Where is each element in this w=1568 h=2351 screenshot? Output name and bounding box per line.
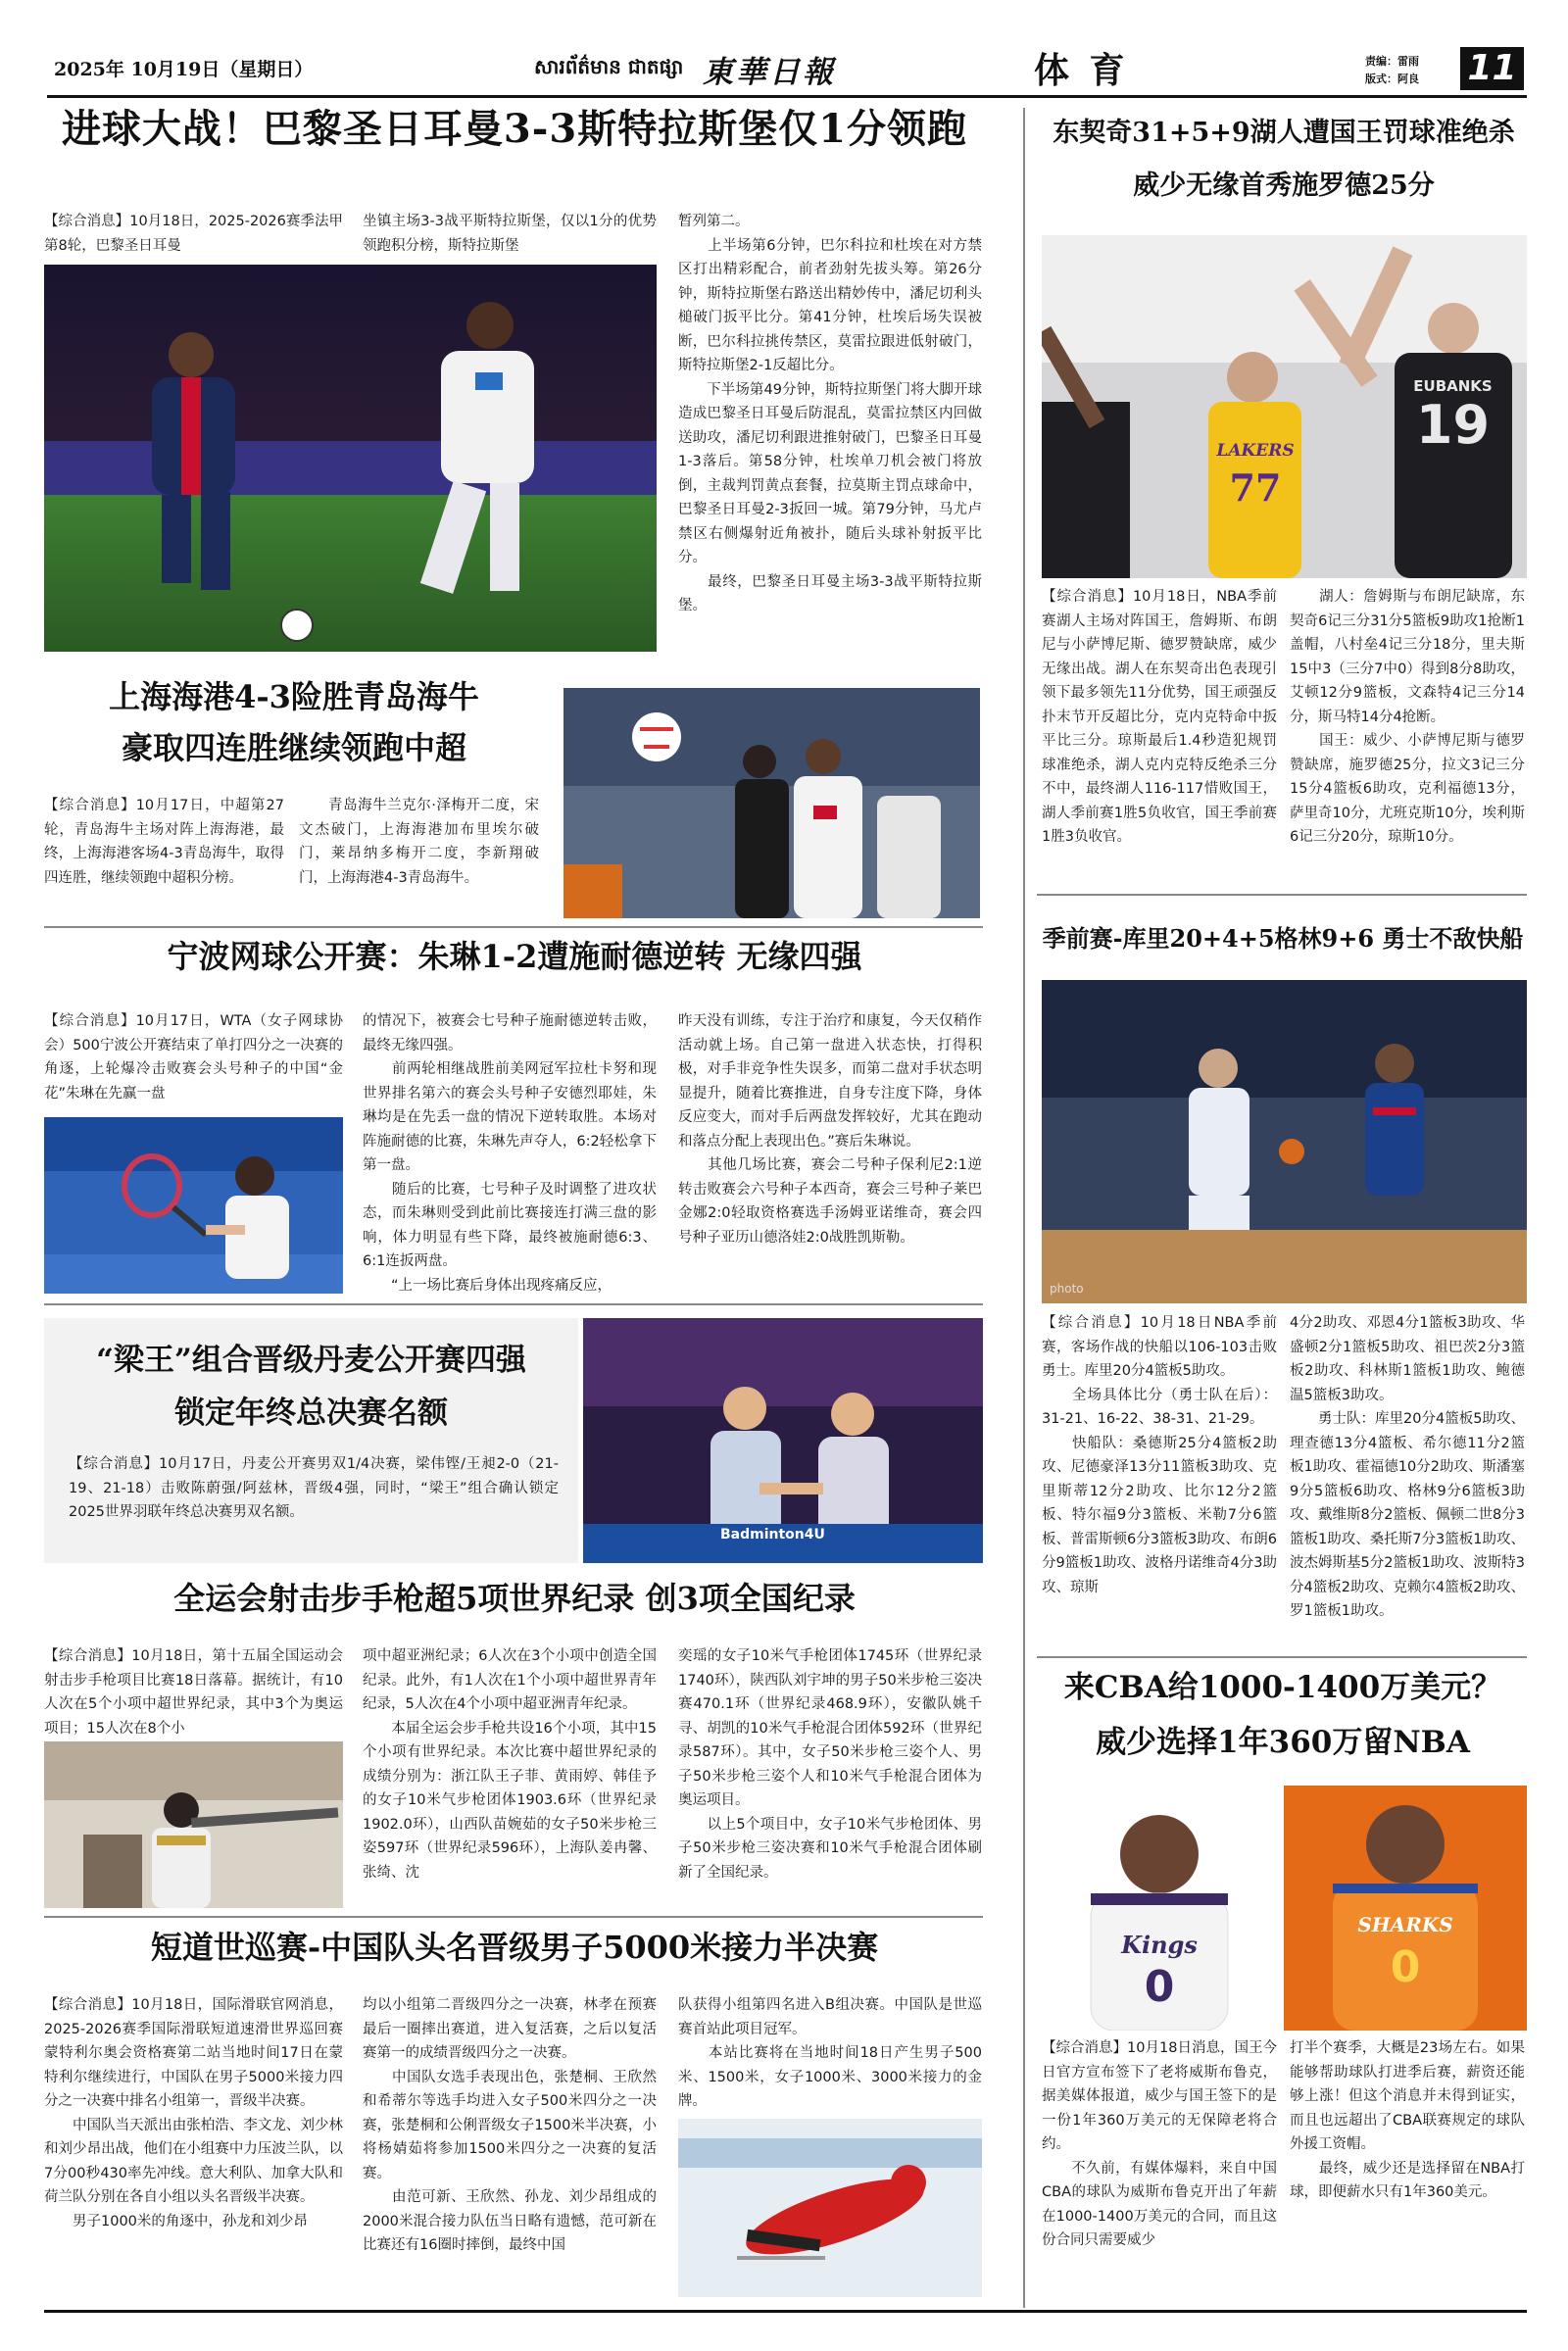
westbrook-right-jersey-team: SHARKS	[1357, 1913, 1453, 1936]
ningbo-photo	[44, 1117, 343, 1294]
warriors-photo	[1042, 980, 1527, 1303]
ningbo-headline: 宁波网球公开赛：朱琳1-2遭施耐德逆转 无缘四强	[167, 938, 862, 975]
divider-1	[44, 926, 983, 928]
shanghai-col2: 青岛海牛兰克尔·泽梅开二度，宋文杰破门，上海海港加布里埃尔破门，莱昂纳多梅开二度，李新翔破门，上海海港4-3青岛海牛。	[299, 798, 539, 886]
westbrook-photo-right	[1284, 1786, 1527, 2031]
lakers-photo	[1042, 235, 1527, 578]
lakers-col1: 【综合消息】10月18日，NBA季前赛湖人主场对阵国王，詹姆斯、布朗尼与小萨博尼斯、德罗赞缺席，威少无缘出战。湖人在东契奇出色表现引领下最多领先11分优势，国王顽强反扑末节开反超比分，克内克特命中扳平比三分。琼斯最后1.4秒造犯规罚球准绝杀，湖人克内克特反绝杀三分不中，最终湖人116-117惜败国王，湖人季前赛1胜5负收官，国王季前赛1胜3负收官。	[1042, 589, 1277, 845]
footer-rule	[44, 2310, 1527, 2313]
masthead	[0, 0, 1568, 98]
shanghai-headline-2: 豪取四连胜继续领跑中超	[121, 729, 466, 766]
westbrook-col2: 打半个赛季，大概是23场左右。如果能够帮助球队打进季后赛，薪资还能够上涨！但这个消息并未得到证实，而且也远超出了CBA联赛规定的球队外援工资帽。 最终，威少还是选择留在NBA打球，即便薪水只有1年360美元。	[1290, 2040, 1525, 2200]
divider-3	[44, 1916, 983, 1918]
shooting-col3: 奕瑶的女子10米气手枪团体1745环（世界纪录1740环），陕西队刘宇坤的男子50米步枪三姿决赛470.1环（世界纪录468.9环），安徽队姚千寻、胡凯的10米气手枪混合团体592环（世界纪录587环）。其中，女子50米步枪三姿个人、男子50米步枪三姿个人和10米气手枪混合团体为奥运项目。 以上5个项目中，女子10米气步枪团体、男子50米步枪三姿决赛和10米气手枪混合团体刷新了全国纪录。	[678, 1648, 982, 1881]
ningbo-col2: 的情况下，被赛会七号种子施耐德逆转击败，最终无缘四强。 前两轮相继战胜前美网冠军拉杜卡努和现世界排名第六的赛会头号种子安德烈耶娃，朱琳均是在先丢一盘的情况下逆转取胜。本场对阵施耐德的比赛，朱琳先声夺人，6:2轻松拿下第一盘。 随后的比赛，七号种子及时调整了进攻状态，而朱琳则受到此前比赛接连打满三盘的影响，体力明显有些下降，最终被施耐德6:3、6:1连扳两盘。 “上一场比赛后身体出现疼痛反应，	[363, 1013, 657, 1294]
lakers-headline-2: 威少无缘首秀施罗德25分	[1133, 171, 1435, 201]
layout-credit: 版式：阿良	[1365, 73, 1419, 85]
kings-player-number: 19	[1415, 394, 1491, 456]
divider-2	[44, 1303, 983, 1305]
psg-col2: 坐镇主场3-3战平斯特拉斯堡，仅以1分的优势领跑积分榜，斯特拉斯堡	[363, 214, 657, 254]
shorttrack-col2: 均以小组第二晋级四分之一决赛，林孝在预赛最后一圈摔出赛道，进入复活赛，之后以复活赛第一的成绩晋级四分之一决赛。 中国队女选手表现出色，张楚桐、王欣然和希蒂尔等选手均进入女子500米四分之一决赛，张楚桐和公俐晋级女子1500米半决赛，小将杨婧茹将参加1500米四分之一决赛的复活赛。 由范可新、王欣然、孙龙、刘少昂组成的2000米混合接力队伍当日略有遗憾，范可新在比赛还有16圈时摔倒，最终中国	[363, 1997, 657, 2253]
divider-r2	[1037, 1656, 1527, 1658]
header-rule	[47, 95, 1527, 98]
shorttrack-headline: 短道世巡赛-中国队头名晋级男子5000米接力半决赛	[150, 1929, 879, 1966]
issue-date: 2025年 10月19日（星期日）	[54, 59, 314, 80]
shanghai-headline-1: 上海海港4-3险胜青岛海牛	[109, 678, 479, 715]
warriors-col1: 【综合消息】10月18日NBA季前赛，客场作战的快船以106-103击败勇士。库里20分4篮板5助攻。 全场具体比分（勇士队在后）：31-21、16-22、38-31、21-29。 快船队：桑德斯25分4篮板2助攻、尼德豪泽13分11篮板3助攻、克里斯蒂12分2助攻、比尔12分2篮板、特尔福9分3篮板、米勒7分6篮板、普雷斯顿6分3篮板3助攻、布朗6分9篮板1助攻、波格丹诺维奇4分3助攻、琼斯	[1042, 1315, 1277, 1595]
ningbo-col3: 昨天没有训练，专注于治疗和康复，今天仅稍作活动就上场。自己第一盘进入状态快，打得积极，对手非竞争性失误多，而第二盘对手状态明显提升，随着比赛推进，自身专注度下降，身体反应变大，而对手后两盘发挥较好，尤其在跑动和落点分配上表现出色。”赛后朱琳说。 其他几场比赛，赛会二号种子保利尼2:1逆转击败赛会六号种子本西奇，赛会三号种子莱巴金娜2:0轻取资格赛选手汤姆亚诺维奇，赛会四号种子亚历山德洛娃2:0战胜凯斯勒。	[678, 1013, 982, 1246]
warriors-photo-watermark: photo	[1050, 1282, 1084, 1296]
lakers-col2: 湖人：詹姆斯与布朗尼缺席，东契奇6记三分31分5篮板9助攻1抢断1盖帽，八村垒4记三分18分，里夫斯15中3（三分7中0）得到8分8助攻，艾顿12分9篮板，文森特4记三分14分，斯马特14分4抢断。 国王：威少、小萨博尼斯与德罗赞缺席，施罗德25分，拉文3记三分15分4篮板6助攻，克利福德13分，萨里奇10分，尤班克斯10分，埃利斯6记三分20分，琼斯10分。	[1290, 589, 1525, 845]
psg-col3: 暂列第二。 上半场第6分钟，巴尔科拉和杜埃在对方禁区打出精彩配合，前者劲射先拔头筹。第26分钟，斯特拉斯堡右路送出精妙传中，潘尼切利头槌破门扳平比分。第41分钟，杜埃后场失误被断，巴尔科拉挑传禁区，莫雷拉跟进低射破门，斯特拉斯堡2-1反超比分。 下半场第49分钟，斯特拉斯堡门将大脚开球造成巴黎圣日耳曼后防混乱，莫雷拉禁区内回做送助攻，潘尼切利跟进推射破门，巴黎圣日耳曼1-3落后。第58分钟，杜埃单刀机会被门将放倒，主裁判罚黄点套餐，拉莫斯主罚点球命中，巴黎圣日耳曼2-3扳回一城。第79分钟，马尤卢禁区右侧爆射近角被扑，随后头球补射扳平比分。 最终，巴黎圣日耳曼主场3-3战平斯特拉斯堡。	[678, 214, 982, 613]
lakers-jersey-team: LAKERS	[1216, 441, 1295, 461]
badminton-photo-banner: Badminton4U	[720, 1527, 825, 1543]
section-name: 体 育	[1034, 50, 1129, 91]
shanghai-col1: 【综合消息】10月17日，中超第27轮，青岛海牛主场对阵上海海港，最终，上海海港客场4-3青岛海牛，取得四连胜，继续领跑中超积分榜。	[44, 798, 284, 886]
warriors-headline: 季前赛-库里20+4+5格林9+6 勇士不敌快船	[1042, 924, 1524, 953]
lakers-headline-1: 东契奇31+5+9湖人遭国王罚球准绝杀	[1053, 118, 1515, 148]
newspaper-logo: 東華日報	[703, 55, 836, 90]
westbrook-left-jersey-number: 0	[1144, 1962, 1175, 2012]
page-number: 11	[1460, 47, 1524, 90]
psg-headline: 进球大战！巴黎圣日耳曼3-3斯特拉斯堡仅1分领跑	[61, 106, 968, 152]
shooting-col2: 项中超亚洲纪录；6人次在3个小项中创造全国纪录。此外，有1人次在1个小项中超世界青年纪录，5人次在4个小项中超亚洲青年纪录。 本届全运会步手枪共设16个小项，其中15个小项有世界纪录。本次比赛中超世界纪录的成绩分别为：浙江队王子菲、黄雨婷、韩佳予的女子10米气步枪团体1903.6环（世界纪录1902.0环），山西队苗婉茹的女子50米步枪三姿597环（世界纪录596环），上海队姜冉馨、张绮、沈	[363, 1648, 657, 1881]
westbrook-right-jersey-number: 0	[1390, 1942, 1421, 1992]
khmer-name: សារព័ត៌មាន ជាតផ្សា	[534, 55, 684, 78]
column-divider	[1023, 108, 1025, 2308]
badminton-headline-1: “梁王”组合晋级丹麦公开赛四强	[96, 1343, 526, 1378]
shooting-col1: 【综合消息】10月18日，第十五届全国运动会射击步手枪项目比赛18日落幕。据统计，有10人次在5个小项中超世界纪录，其中3个为奥运项目；15人次在8个小	[44, 1648, 343, 1737]
badminton-headline-2: 锁定年终总决赛名额	[174, 1396, 448, 1431]
shorttrack-col3: 队获得小组第四名进入B组决赛。中国队是世巡赛首站此项目冠军。 本站比赛将在当地时间18日产生男子500米、1500米，女子1000米、3000米接力的金牌。	[678, 1997, 982, 2109]
lakers-jersey-number: 77	[1229, 465, 1282, 510]
westbrook-headline-1: 来CBA给1000-1400万美元？	[1063, 1670, 1502, 1705]
shorttrack-photo	[678, 2119, 982, 2297]
badminton-body: 【综合消息】10月17日，丹麦公开赛男双1/4决赛，梁伟铿/王昶2-0（21-19、21-18）击败陈蔚强/阿兹林，晋级4强，同时，“梁王”组合确认锁定2025世界羽联年终总决赛男双名额。	[69, 1456, 559, 1520]
psg-col1: 【综合消息】10月18日，2025-2026赛季法甲第8轮，巴黎圣日耳曼	[44, 214, 343, 254]
westbrook-headline-2: 威少选择1年360万留NBA	[1096, 1725, 1470, 1760]
ningbo-col1: 【综合消息】10月17日，WTA（女子网球协会）500宁波公开赛结束了单打四分之一决赛的角逐，上轮爆冷击败赛会头号种子的中国“金花”朱琳在先赢一盘	[44, 1013, 343, 1102]
badminton-photo	[583, 1318, 983, 1563]
warriors-col2: 4分2助攻、邓恩4分1篮板3助攻、华盛顿2分1篮板5助攻、祖巴茨2分3篮板2助攻、科林斯1篮板1助攻、鲍德温5篮板3助攻。 勇士队：库里20分4篮板5助攻、理查德13分4篮板、希尔德11分2篮板1助攻、霍福德10分2助攻、斯潘塞9分5篮板6助攻、格林9分6篮板3助攻、戴维斯8分2篮板、佩顿二世8分3篮板1助攻、桑托斯7分3篮板1助攻、波杰姆斯基5分2篮板1助攻、波斯特3分4篮板2助攻、克赖尔4篮板2助攻、罗1篮板1助攻。	[1290, 1315, 1525, 1619]
divider-r1	[1037, 894, 1527, 896]
psg-photo	[44, 265, 657, 652]
editor-credit: 责编：雷雨	[1365, 55, 1419, 68]
shanghai-photo	[564, 688, 980, 918]
shooting-headline: 全运会射击步手枪超5项世界纪录 创3项全国纪录	[173, 1580, 856, 1617]
kings-player-name: EUBANKS	[1413, 377, 1493, 395]
westbrook-left-jersey-team: Kings	[1121, 1931, 1198, 1959]
westbrook-col1: 【综合消息】10月18日消息，国王今日官方宣布签下了老将威斯布鲁克，据美媒体报道，威少与国王签下的是一份1年360万美元的无保障老将合约。 不久前，有媒体爆料，来自中国CBA的球队为威斯布鲁克开出了年薪在1000-1400万美元的合同，而且这份合同只需要威少	[1042, 2040, 1277, 2248]
shooting-photo	[44, 1741, 343, 1908]
westbrook-photo-left	[1042, 1786, 1277, 2031]
shorttrack-col1: 【综合消息】10月18日，国际滑联官网消息，2025-2026赛季国际滑联短道速滑世界巡回赛蒙特利尔奥会资格赛第二站当地时间17日在蒙特利尔继续进行，中国队在男子5000米接力四分之一决赛中排名小组第一，晋级半决赛。 中国队当天派出由张柏浩、李文龙、刘少林和刘少昂出战，他们在小组赛中力压波兰队，以7分00秒430率先冲线。意大利队、加拿大队和荷兰队分别在各自小组以头名晋级半决赛。 男子1000米的角逐中，孙龙和刘少昂	[44, 1997, 343, 2229]
